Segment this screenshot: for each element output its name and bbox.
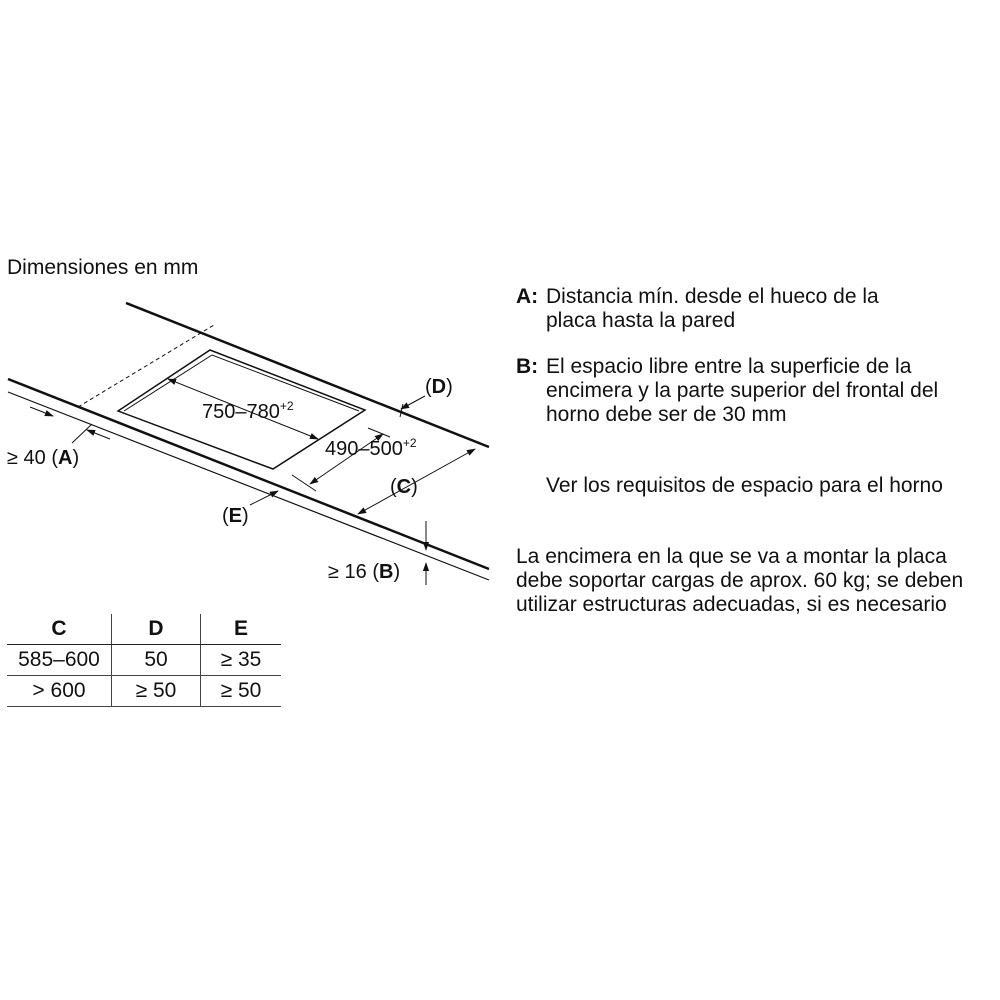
d-ext-line [400,404,403,417]
clearance-table [7,614,281,707]
table-row [7,676,281,707]
label-d: (D) [425,376,453,398]
table-cell: 585–600 [7,645,112,676]
table-header-e: E [201,614,282,645]
depth-ext-line-2 [368,428,390,437]
legend-a-key: A: [516,285,539,308]
oven-note-text: Ver los requisitos de espacio para el horno [546,474,943,497]
table-row [7,645,281,676]
table-header-c: C [7,614,112,645]
width-label: $750-780^{+2}$ [202,399,294,423]
label-c: (C) [390,476,418,498]
a-arrow-2 [87,430,110,439]
legend-b-text: El espacio libre entre la superficie de la encimera y la parte superior del frontal del horno debe ser de 30 mm [546,355,939,426]
table-cell: ≥ 50 [112,676,201,707]
label-b: ≥ 16 (B) [328,561,401,583]
depth-label: $490-500^{+2}$ [325,436,417,460]
oven-note [546,474,946,498]
label-a: ≥ 40 (A) [7,447,80,469]
legend-b [516,355,996,427]
diagram-title: Dimensiones en mm [7,256,199,279]
d-arrow [401,396,425,409]
label-e: (E) [222,505,249,527]
a-ext-line [72,424,92,443]
table-header-d: D [112,614,201,645]
countertop-wall-line [78,325,214,407]
table-cell: ≥ 35 [201,645,282,676]
legend-b-key: B: [516,355,539,378]
table-cell: 50 [112,645,201,676]
table-cell: > 600 [7,676,112,707]
depth-ext-line [292,475,316,491]
table-header-row [7,614,281,645]
legend-a [516,285,996,333]
table-cell: ≥ 50 [201,676,282,707]
e-arrow [250,491,278,505]
load-note-text: La encimera en la que se va a montar la placa debe soportar cargas de aprox. 60 kg; se deben utilizar estructuras adecuadas, si es necesario [516,545,964,616]
load-note [516,545,994,617]
countertop [8,303,489,580]
legend-a-text: Distancia mín. desde el hueco de la placa hasta la pared [546,285,879,332]
